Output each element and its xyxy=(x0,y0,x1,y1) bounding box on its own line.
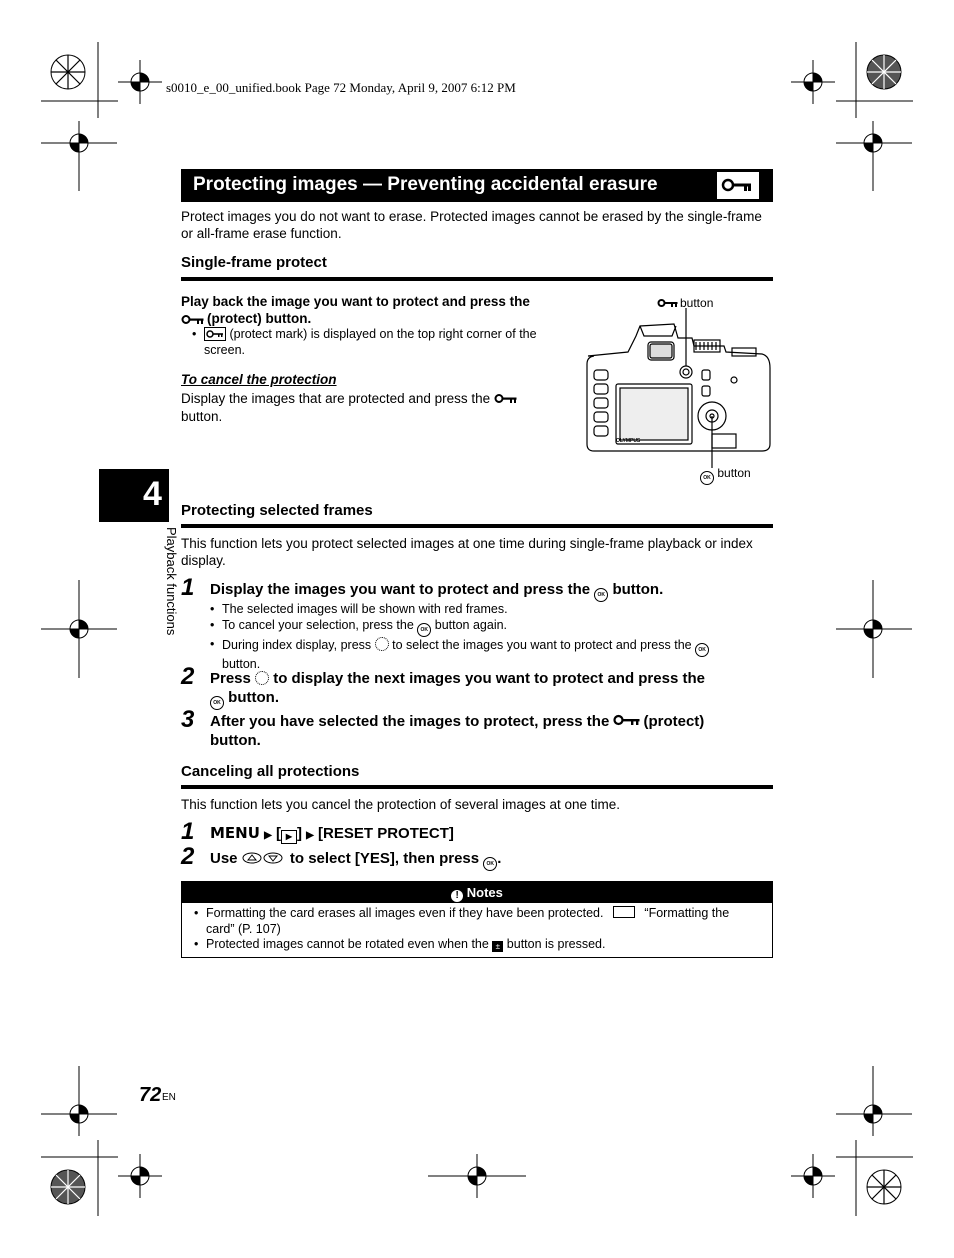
arrow-pad-icon xyxy=(375,637,389,651)
page-title: Protecting images — Preventing accidental erasure xyxy=(193,174,658,195)
ok-icon: OK xyxy=(700,471,714,485)
step-number: 2 xyxy=(181,663,195,690)
canceling-intro: This function lets you cancel the protection of several images at one time. xyxy=(181,797,620,812)
ok-icon: OK xyxy=(594,588,608,602)
ok-icon: OK xyxy=(483,857,497,871)
single-frame-instruction: Play back the image you want to protect and press the (protect) button. xyxy=(181,293,571,329)
cancel-protection-text: Display the images that are protected and press the button. xyxy=(181,390,561,425)
single-frame-heading: Single-frame protect xyxy=(181,254,327,271)
ok-button-label: OK button xyxy=(700,466,751,485)
selected-frames-intro: This function lets you protect selected images at one time during single-frame playback or index display. xyxy=(181,536,753,568)
selected-frames-heading: Protecting selected frames xyxy=(181,502,373,519)
cancel-protection-heading: To cancel the protection xyxy=(181,372,337,387)
cancel-step-2-text: Use to select [YES], then press OK . xyxy=(210,849,770,871)
section-divider xyxy=(181,785,773,789)
intro-paragraph: Protect images you do not want to erase. Protected images cannot be erased by the single-frame or all-frame erase function. xyxy=(181,209,762,241)
step-3-text: After you have selected the images to protect, press the (protect) button. xyxy=(210,713,705,749)
notes-box xyxy=(181,881,773,958)
step-1-text: Display the images you want to protect and press the OK button. xyxy=(210,580,770,602)
arrow-right-icon: ▶ xyxy=(264,830,272,841)
cancel-step-1-text: MENU ▶ [ ▶ ] ▶ [RESET PROTECT] xyxy=(210,824,454,842)
page-number: 72 xyxy=(139,1084,162,1106)
section-title-bar xyxy=(181,169,773,202)
canceling-heading: Canceling all protections xyxy=(181,763,360,780)
exposure-compensation-icon: ± xyxy=(492,941,503,952)
protect-mark-note: • (protect mark) is displayed on the top right corner of the screen. xyxy=(192,327,537,357)
key-icon xyxy=(613,712,643,731)
reference-hand-icon xyxy=(613,906,635,918)
step-number: 3 xyxy=(181,706,195,733)
protect-mark-icon xyxy=(204,327,226,341)
chapter-tab: 4 xyxy=(99,469,169,522)
notes-header: ! Notes xyxy=(182,882,772,903)
chapter-side-label: Playback functions xyxy=(164,527,179,636)
ok-icon: OK xyxy=(695,643,709,657)
step-number: 1 xyxy=(181,818,195,845)
book-header-info: s0010_e_00_unified.book Page 72 Monday, April 9, 2007 6:12 PM xyxy=(166,80,516,95)
page-language: EN xyxy=(162,1092,176,1103)
key-icon xyxy=(494,391,520,408)
playback-icon: ▶ xyxy=(281,830,297,844)
step-number: 1 xyxy=(181,574,195,601)
camera-brand-logo: OLYMPUS xyxy=(616,438,641,444)
ok-icon: OK xyxy=(417,623,431,637)
up-down-arrows-icon xyxy=(242,850,286,869)
arrow-right-icon: ▶ xyxy=(306,830,314,841)
ok-icon: OK xyxy=(210,696,224,710)
step-1-bullets: • The selected images will be shown with red frames. • To cancel your selection, press the OK button again. • During index display, press to select the images you want to protect and press the OK button. xyxy=(222,602,762,672)
protect-button-label: button xyxy=(657,296,713,311)
section-divider xyxy=(181,524,773,528)
warning-icon: ! xyxy=(451,890,463,902)
camera-illustration xyxy=(584,308,774,468)
section-divider xyxy=(181,277,773,281)
arrow-pad-icon xyxy=(255,671,269,685)
step-2-text: Press to display the next images you want to protect and press the OK button. xyxy=(210,669,770,710)
protect-key-icon xyxy=(717,172,759,199)
notes-list: • Formatting the card erases all images even if they have been protected. “Formatting the card” (P. 107) • Protected images cannot be rotated even when the ± button is pressed. xyxy=(194,906,730,951)
step-number: 2 xyxy=(181,843,195,870)
